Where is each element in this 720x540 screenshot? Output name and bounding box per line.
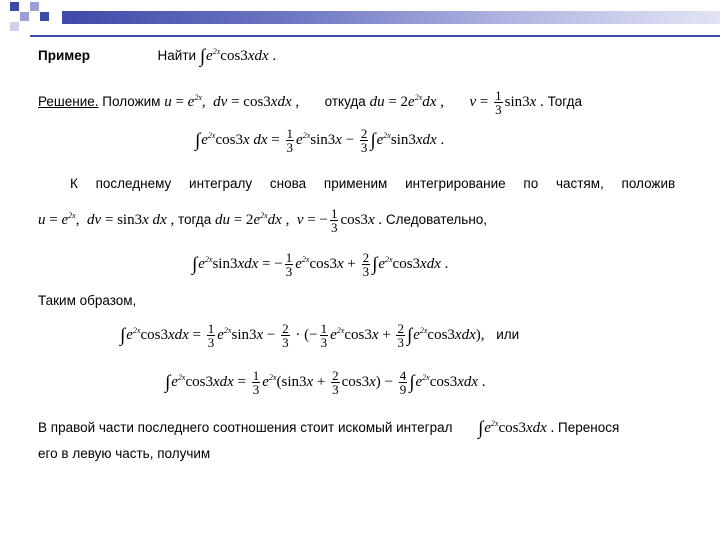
solution-label: Решение.	[38, 93, 99, 109]
equation-2: $\int e^{2x}\sin 3xdx$ = − $\frac{1}{3}$ $e^{2x}\cos 3x$ + $\frac{2}{3}$ $\int e^{2x}\cos 3xdx$ .	[192, 250, 449, 279]
solution-line: Решение. Положим $u = e^{2x}$, dv = cos3xdx , откуда du = $2e^{2x}dx$ , v = $\frac{1}{3}$ sin3x . Тогда	[38, 88, 582, 117]
therefore-word: Следовательно,	[385, 211, 488, 227]
equation-3: $\int e^{2x}\cos 3xdx$ = $\frac{1}{3}$ $e^{2x}\sin 3x$ − $\frac{2}{3}$ · (− $\frac{1}{3}$ $e^{2x}\cos 3x$ + $\frac{2}{3}$ $\int e^{2x}\cos 3xdx$), или	[120, 321, 520, 350]
example-line	[38, 44, 276, 66]
title-rule	[30, 35, 720, 37]
or-word: или	[496, 326, 520, 342]
example-label: Пример	[38, 48, 90, 63]
substitution-line: $u = e^{2x}$, dv = sin3x dx , тогда du = $2e^{2x}dx$ , v = − $\frac{1}{3}$ cos3x . Следовательно,	[38, 206, 488, 235]
title-stripe	[62, 11, 720, 24]
put-word: Положим	[102, 93, 161, 109]
last-line: его в левую часть, получим	[38, 446, 211, 461]
decor-square	[40, 12, 49, 21]
then-word: Тогда	[547, 93, 582, 109]
thus-line: Таким образом,	[38, 293, 137, 308]
transfer-word: Перенося	[558, 420, 620, 435]
then2-word: тогда	[177, 211, 212, 227]
whence-word: откуда	[324, 93, 366, 109]
find-word: Найти	[157, 48, 197, 63]
equation-1: $\int e^{2x}\cos 3x$ dx = $\frac{1}{3}$ $e^{2x}\sin 3x$ − $\frac{2}{3}$ $\int e^{2x}\sin 3xdx$ .	[195, 126, 445, 155]
decor-square	[20, 12, 29, 21]
paragraph-last: В правой части последнего соотношения стоит искомый интеграл $\int e^{2x}\cos 3xdx$ . Перенося	[38, 418, 620, 439]
title-band	[0, 0, 720, 24]
equation-4: $\int e^{2x}\cos 3xdx$ = $\frac{1}{3}$ $e^{2x}(\sin 3x$ + $\frac{2}{3}$ cos3x) − $\frac{4}{9}$ $\int e^{2x}\cos 3xdx$ .	[165, 368, 486, 397]
decor-square	[10, 2, 19, 11]
decor-square	[10, 22, 19, 31]
task-integral: $\int e^{2x}\cos 3xdx$ .	[199, 46, 277, 67]
decor-square	[30, 2, 39, 11]
paragraph-2: К последнему интегралу снова применим интегрирование по частям, положив	[70, 176, 676, 191]
